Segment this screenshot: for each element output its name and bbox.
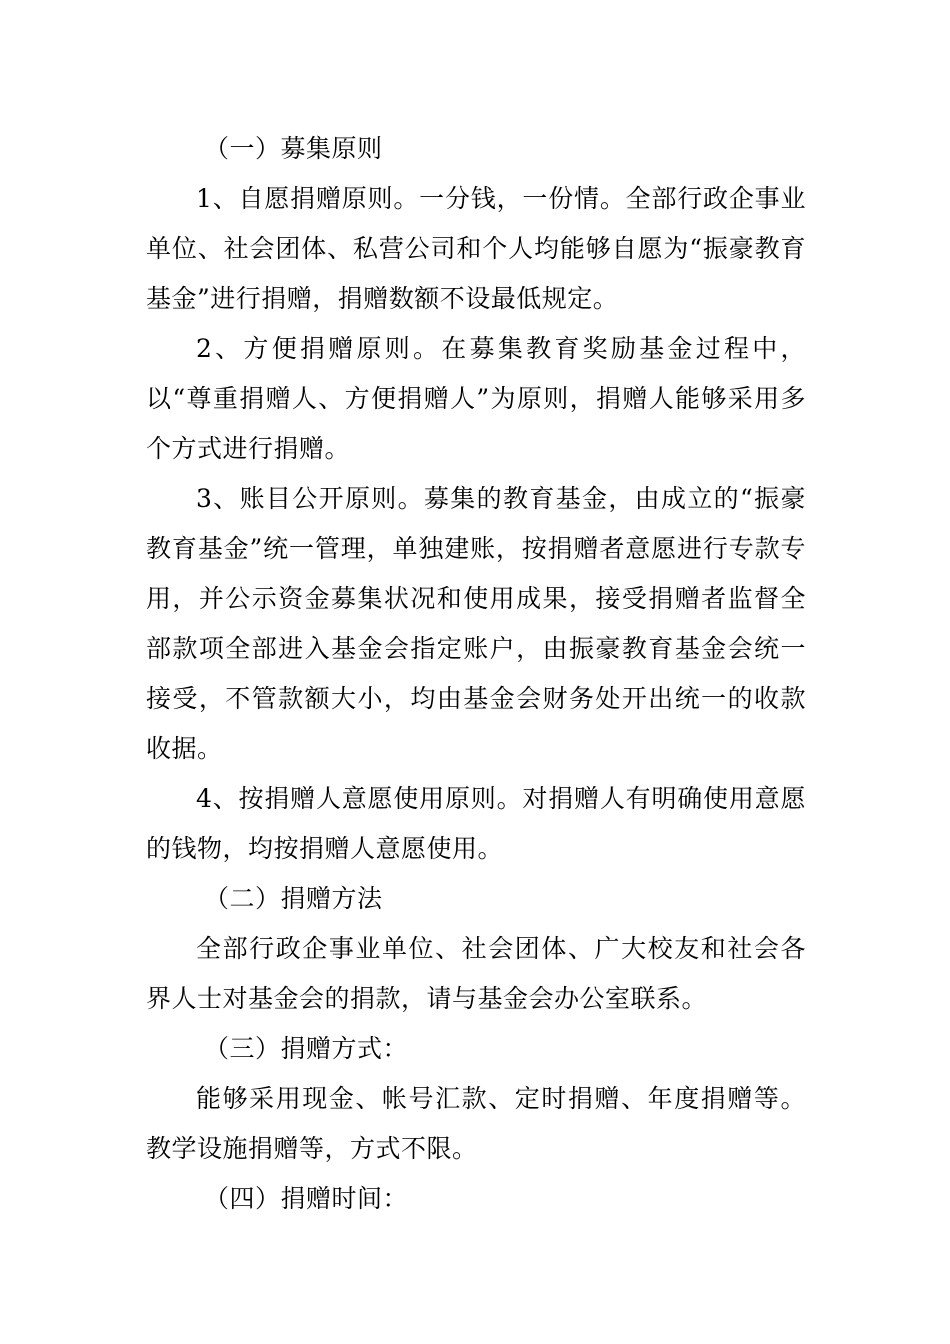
paragraph-voluntary-donation: 1、自愿捐赠原则。一分钱，一份情。全部行政企事业单位、社会团体、私营公司和个人均能够自愿为“振豪教育基金”进行捐赠，捐赠数额不设最低规定。 [146,184,806,313]
section-heading-4: （四）捐赠时间： [204,1184,409,1213]
section-heading-3: （三）捐赠方式： [204,1034,409,1063]
paragraph-convenient-donation: 2、方便捐赠原则。在募集教育奖励基金过程中，以“尊重捐赠人、方便捐赠人”为原则，捐赠人能够采用多个方式进行捐赠。 [146,334,806,463]
section-heading-2: （二）捐赠方法 [204,884,383,913]
document-body [146,124,806,1224]
paragraph-donation-forms: 能够采用现金、帐号汇款、定时捐赠、年度捐赠等。教学设施捐赠等，方式不限。 [146,1084,806,1163]
paragraph-donation-method: 全部行政企事业单位、社会团体、广大校友和社会各界人士对基金会的捐款，请与基金会办公室联系。 [146,934,806,1013]
paragraph-open-accounts: 3、账目公开原则。募集的教育基金，由成立的“振豪教育基金”统一管理，单独建账，按捐赠者意愿进行专款专用，并公示资金募集状况和使用成果，接受捐赠者监督全部款项全部进入基金会指定账户，由振豪教育基金会统一接受，不管款额大小，均由基金会财务处开出统一的收款收据。 [146,484,806,763]
section-heading-1: （一）募集原则 [204,134,383,163]
paragraph-donor-intent: 4、按捐赠人意愿使用原则。对捐赠人有明确使用意愿的钱物，均按捐赠人意愿使用。 [146,784,806,863]
